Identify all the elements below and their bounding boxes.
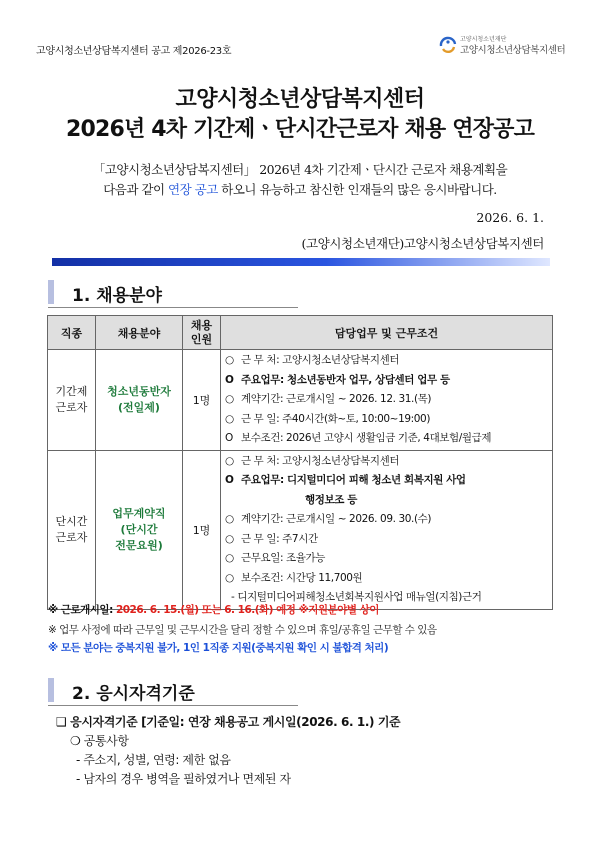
condition-line <box>225 410 548 430</box>
condition-text: 계약기간: 근로개시일 ~ 2026. 09. 30.(수) <box>241 513 432 525</box>
recruitment-table <box>47 315 553 610</box>
condition-line <box>225 452 548 472</box>
condition-text: 근 무 처: 고양시청소년상담복지센터 <box>241 454 400 467</box>
table-body <box>48 350 553 610</box>
eligibility-item: - 남자의 경우 병역을 필하였거나 면제된 자 <box>76 772 291 786</box>
note-no-duplicate: ※ 모든 분야는 중복지원 불가, 1인 1직종 지원(중복지원 확인 시 불합격 처리) <box>48 642 389 654</box>
condition-line <box>225 569 548 589</box>
table-row <box>48 450 553 609</box>
issuing-organization: (고양시청소년재단)고양시청소년상담복지센터 <box>301 236 544 251</box>
condition-line <box>225 530 548 550</box>
condition-line <box>225 390 548 410</box>
page-title-line1: 고양시청소년상담복지센터 <box>175 87 425 112</box>
bullet-icon: ○ <box>225 354 234 366</box>
bullet-icon: ○ <box>225 513 234 525</box>
condition-text: 계약기간: 근로개시일 ~ 2026. 12. 31.(목) <box>241 393 432 405</box>
condition-text: 근무요일: 조율가능 <box>241 552 326 564</box>
bullet-icon: O <box>225 373 234 386</box>
logo-mark-icon <box>438 34 458 54</box>
conditions-cell <box>221 350 553 451</box>
condition-line <box>225 491 548 511</box>
eligibility-item: - 주소지, 성별, 연령: 제한 없음 <box>76 753 231 767</box>
bullet-icon: ○ <box>225 571 234 584</box>
intro-line2-post: 하오니 유능하고 참신한 인재들의 많은 응시바랍니다. <box>217 182 497 197</box>
field-cell: 업무계약직 (단시간 전문요원) <box>96 450 183 609</box>
job-type-cell: 기간제 근로자 <box>48 350 96 451</box>
condition-text: 근 무 일: 주40시간(화~토, 10:00~19:00) <box>241 412 431 425</box>
logo-name: 고양시청소년상담복지센터 <box>460 45 566 56</box>
condition-text: 보수조건: 시간당 11,700원 <box>241 571 363 584</box>
bullet-icon: ○ <box>225 532 234 545</box>
header-conditions: 담당업무 및 근무조건 <box>221 316 553 350</box>
note-start-date-value: 2026. 6. 15.(월) 또는 6. 16.(화) 예정 ※지원분야별 상이 <box>115 604 379 616</box>
condition-line <box>225 510 548 530</box>
table-row <box>48 350 553 451</box>
intro-line1: 「고양시청소년상담복지센터」 2026년 4차 기간제ㆍ단시간 근로자 채용계획을 <box>92 162 508 177</box>
bullet-icon: ○ <box>225 552 234 564</box>
job-type-cell: 단시간 근로자 <box>48 450 96 609</box>
field-cell: 청소년동반자 (전일제) <box>96 350 183 451</box>
intro-emphasis: 연장 공고 <box>168 182 218 197</box>
header-count: 채용 인원 <box>183 316 221 350</box>
center-logo <box>438 32 566 56</box>
section-title-recruitment: 1. 채용분야 <box>72 286 162 306</box>
condition-line <box>225 351 548 371</box>
condition-text: - 디지털미디어피해청소년회복지원사업 매뉴얼(지침)근거 <box>231 591 482 603</box>
bullet-icon: ○ <box>225 412 234 425</box>
section-underline <box>48 307 298 308</box>
title-divider <box>52 258 550 266</box>
section-title-eligibility: 2. 응시자격기준 <box>72 684 195 704</box>
table-header-row <box>48 316 553 350</box>
condition-line <box>225 549 548 569</box>
condition-line <box>225 471 548 491</box>
count-cell: 1명 <box>183 450 221 609</box>
condition-text: 보수조건: 2026년 고양시 생활임금 기준, 4대보험/월급제 <box>241 432 492 444</box>
condition-text: 근 무 처: 고양시청소년상담복지센터 <box>241 354 400 366</box>
intro-line2 <box>0 180 600 198</box>
conditions-cell <box>221 450 553 609</box>
condition-line <box>225 429 548 449</box>
note-work-schedule: ※ 업무 사정에 따라 근무일 및 근무시간을 달리 정할 수 있으며 휴일/공휴일 근무할 수 있음 <box>48 624 437 636</box>
header-field: 채용분야 <box>96 316 183 350</box>
section-marker <box>48 280 54 304</box>
header-job-type: 직종 <box>48 316 96 350</box>
condition-text: 행정보조 등 <box>305 493 357 506</box>
page-title-line2: 2026년 4차 기간제ㆍ단시간근로자 채용 연장공고 <box>65 117 535 142</box>
eligibility-common: ❍ 공통사항 <box>70 734 129 748</box>
condition-line <box>225 371 548 391</box>
count-cell: 1명 <box>183 350 221 451</box>
note-start-date <box>48 602 379 617</box>
condition-text: 주요업무: 청소년동반자 업무, 상담센터 업무 등 <box>241 373 450 386</box>
note-start-date-label: ※ 근로개시일: <box>48 604 116 616</box>
eligibility-heading: ❑ 응시자격기준 [기준일: 연장 채용공고 게시일(2026. 6. 1.) 기준 <box>56 715 401 729</box>
bullet-icon: ○ <box>225 454 234 467</box>
intro-line2-pre: 다음과 같이 <box>103 182 169 197</box>
bullet-icon: ○ <box>225 393 234 405</box>
logo-subtitle: 고양시청소년재단 <box>460 36 507 43</box>
bullet-icon: O <box>225 474 234 486</box>
condition-text: 근 무 일: 주7시간 <box>241 532 318 545</box>
bullet-icon: O <box>225 432 233 444</box>
notice-number: 고양시청소년상담복지센터 공고 제2026-23호 <box>36 46 232 57</box>
condition-text: 주요업무: 디지털미디어 피해 청소년 회복지원 사업 <box>241 474 466 486</box>
section-underline <box>48 705 298 706</box>
section-marker <box>48 678 54 702</box>
notice-date: 2026. 6. 1. <box>476 210 544 225</box>
